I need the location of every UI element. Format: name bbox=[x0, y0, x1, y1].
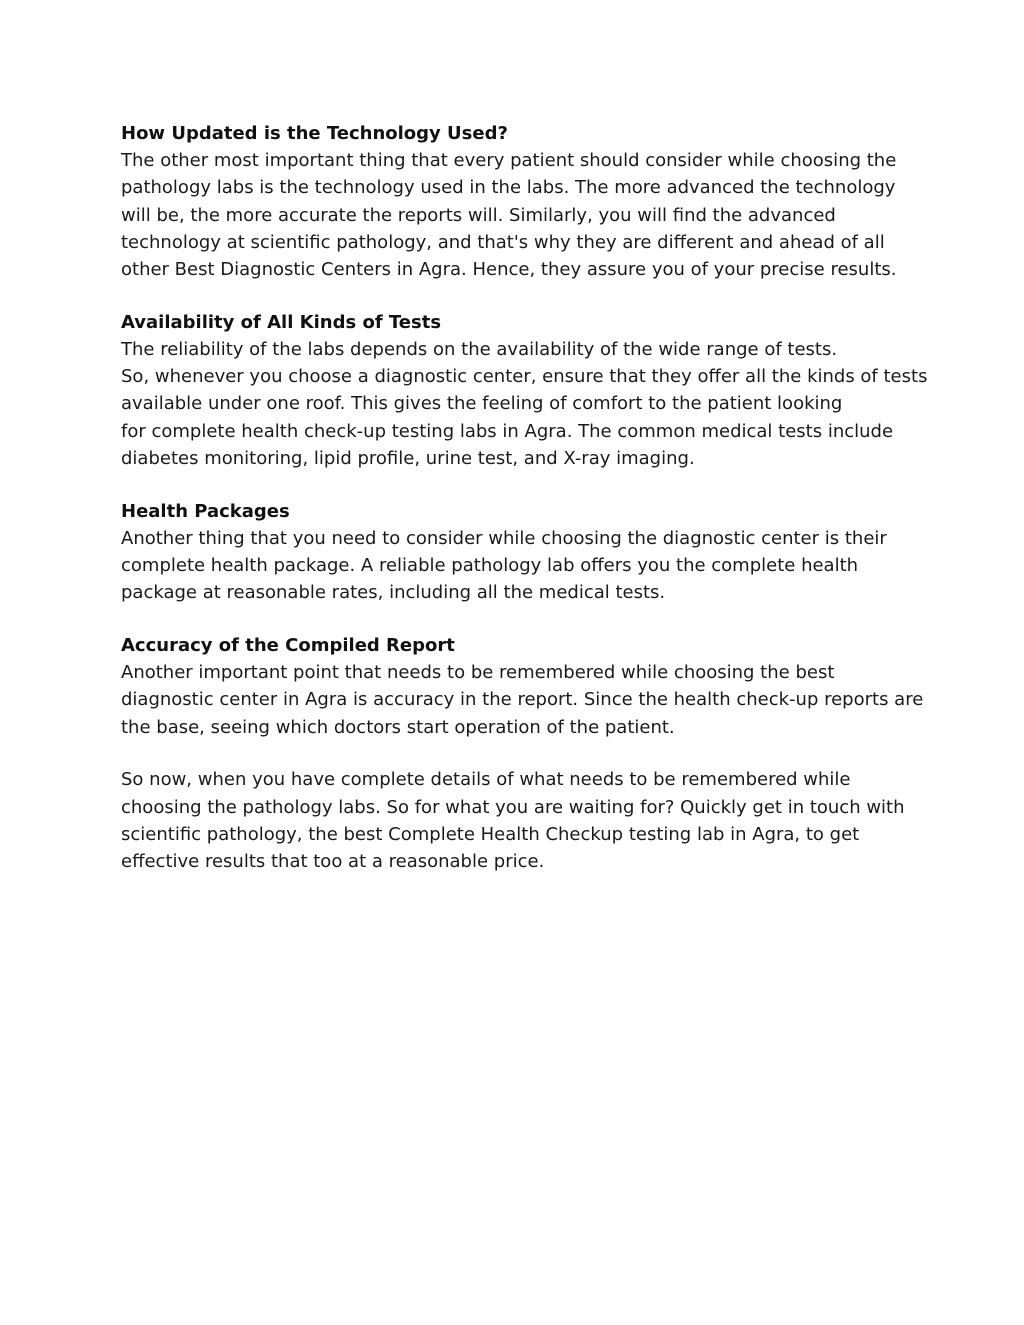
paragraph-line: The other most important thing that every patient should consider while choosing the bbox=[121, 150, 897, 172]
paragraph-line: available under one roof. This gives the feeling of comfort to the patient looking bbox=[121, 393, 843, 415]
section-accuracy bbox=[121, 632, 924, 741]
paragraph-line: package at reasonable rates, including all the medical tests. bbox=[121, 582, 666, 604]
paragraph-line: scientific pathology, the best Complete Health Checkup testing lab in Agra, to get bbox=[121, 823, 860, 845]
section-availability bbox=[121, 309, 928, 472]
paragraph-line: Another important point that needs to be remembered while choosing the best bbox=[121, 662, 835, 684]
paragraph-line: choosing the pathology labs. So for what you are waiting for? Quickly get in touch with bbox=[121, 796, 905, 818]
paragraph-line: other Best Diagnostic Centers in Agra. Hence, they assure you of your precise results. bbox=[121, 259, 897, 281]
paragraph-line: Another thing that you need to consider while choosing the diagnostic center is their bbox=[121, 527, 887, 549]
section-health-packages bbox=[121, 498, 921, 607]
paragraph-line: complete health package. A reliable pathology lab offers you the complete health bbox=[121, 555, 859, 577]
paragraph-line: The reliability of the labs depends on the availability of the wide range of tests. bbox=[121, 339, 838, 361]
paragraph-line: So, whenever you choose a diagnostic center, ensure that they offer all the kinds of tests bbox=[121, 366, 928, 388]
document-page bbox=[121, 120, 928, 901]
paragraph-line: diagnostic center in Agra is accuracy in the report. Since the health check-up reports are bbox=[121, 689, 924, 711]
paragraph-line: diabetes monitoring, lipid profile, urine test, and X-ray imaging. bbox=[121, 447, 695, 469]
section-heading: Accuracy of the Compiled Report bbox=[121, 635, 455, 657]
closing-paragraph bbox=[121, 766, 921, 875]
paragraph-line: technology at scientific pathology, and that's why they are different and ahead of all bbox=[121, 231, 885, 253]
paragraph-line: So now, when you have complete details of what needs to be remembered while bbox=[121, 769, 851, 791]
paragraph-line: the base, seeing which doctors start operation of the patient. bbox=[121, 716, 675, 738]
paragraph-line: pathology labs is the technology used in the labs. The more advanced the technology bbox=[121, 177, 896, 199]
section-heading: How Updated is the Technology Used? bbox=[121, 123, 508, 144]
paragraph-line: for complete health check-up testing labs in Agra. The common medical tests include bbox=[121, 420, 894, 442]
paragraph-line: will be, the more accurate the reports will. Similarly, you will find the advanced bbox=[121, 204, 836, 226]
section-heading: Availability of All Kinds of Tests bbox=[121, 311, 442, 333]
section-technology bbox=[121, 120, 921, 283]
section-heading: Health Packages bbox=[121, 500, 290, 522]
paragraph-line: effective results that too at a reasonable price. bbox=[121, 851, 545, 873]
